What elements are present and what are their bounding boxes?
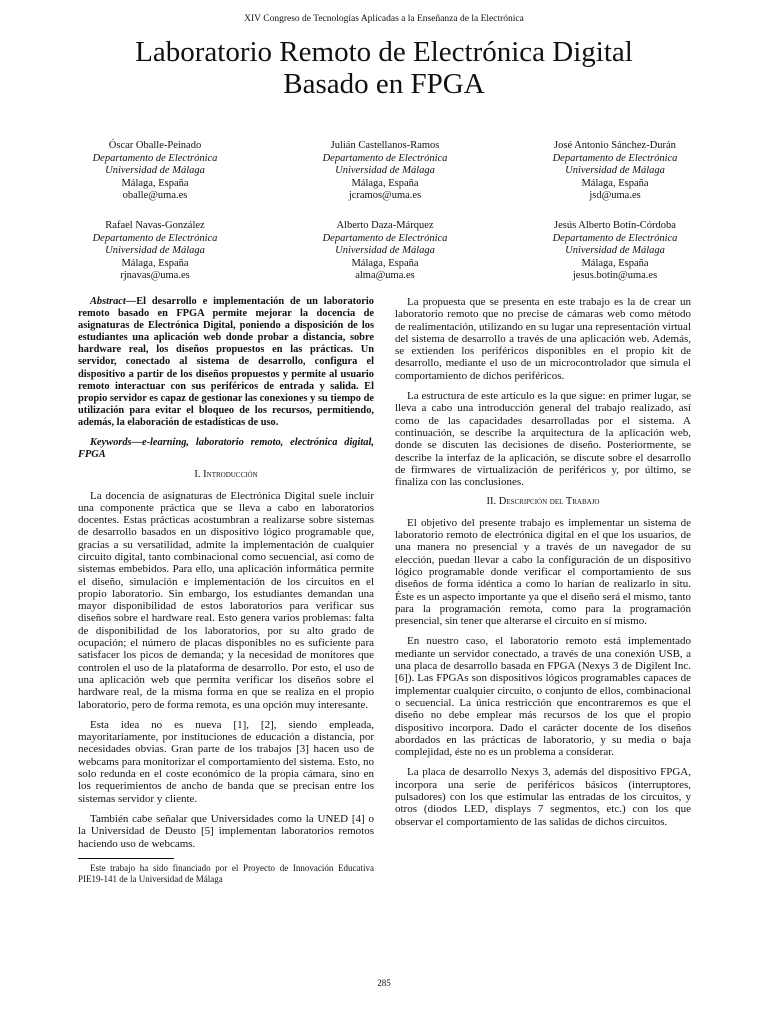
author-city: Málaga, España	[581, 177, 649, 189]
author-univ: Universidad de Málaga	[335, 245, 435, 257]
keywords-label: Keywords—	[90, 437, 142, 449]
author-city: Málaga, España	[351, 177, 419, 189]
author-row-2	[40, 220, 730, 283]
author-email: alma@uma.es	[355, 270, 415, 282]
author-name: Julián Castellanos-Ramos	[330, 140, 440, 151]
paragraph: Esta idea no es nueva [1], [2], siendo empleada, mayoritariamente, por instituciones de educación a distancia, por necesidades obvias. Gran parte de los trabajos [3] hacen uso de webcams para monitorizar el comportamiento del sistema. Esto, no solo redunda en el coste económico de la propia cámara, sino en los requerimientos de ancho de banda que se precisan entre los sistemas servidor y cliente.	[78, 718, 374, 805]
author-email: rjnavas@uma.es	[120, 270, 190, 282]
author-city: Málaga, España	[351, 257, 419, 269]
author-name: Alberto Daza-Márquez	[336, 220, 434, 231]
author-dept: Departamento de Electrónica	[322, 232, 448, 244]
author-univ: Universidad de Málaga	[105, 245, 205, 257]
author-dept: Departamento de Electrónica	[92, 232, 218, 244]
author-email: jsd@uma.es	[589, 190, 641, 202]
author-email: jcramos@uma.es	[348, 190, 422, 202]
author-dept: Departamento de Electrónica	[92, 152, 218, 164]
author-univ: Universidad de Málaga	[565, 245, 665, 257]
abstract-text: El desarrollo e implementación de un laboratorio remoto basado en FPGA permite mejorar la docencia de asignaturas de Electrónica Digital, poniendo a disposición de los estudiantes una aplicación web donde probar a distancia, sobre hardware real, los diseños propuestos en las prácticas. Un servidor, conectado al sistema de desarrollo, configura el dispositivo a partir de los diseños propuestos y permite al usuario remoto interactuar con sus periféricos de entrada y salida. El propio servidor es capaz de gestionar las conexiones y su tiempo de utilización para evitar el bloqueo de los recursos, permitiendo, además, la elaboración de estadísticas de uso.	[78, 296, 374, 428]
author-name: Rafael Navas-González	[105, 220, 205, 231]
paragraph: También cabe señalar que Universidades como la UNED [4] o la Universidad de Deusto [5] implementan laboratorios remotos haciendo uso de webcams.	[78, 812, 374, 850]
paragraph: La propuesta que se presenta en este trabajo es la de crear un laboratorio remoto que no precise de cámaras web como método de realimentación, utilizando en su lugar una representación virtual del sistema de desarrollo a través de una aplicación web. Además, se extienden los periféricos disponibles en el propio kit de desarrollo, mediante el uso de un microcontrolador que simula el comportamiento de dichos periféricos.	[395, 296, 691, 382]
title-line-1: Laboratorio Remoto de Electrónica Digital	[135, 36, 633, 68]
footnote: Este trabajo ha sido financiado por el Proyecto de Innovación Educativa PIE19-141 de la Universidad de Málaga	[78, 862, 374, 884]
author-univ: Universidad de Málaga	[565, 165, 665, 177]
author-dept: Departamento de Electrónica	[552, 152, 678, 164]
keywords	[78, 437, 374, 461]
author-block	[270, 140, 500, 203]
left-column	[78, 296, 374, 893]
section-heading-introduction: I. Introducción	[194, 469, 258, 481]
conference-header: XIV Congreso de Tecnologías Aplicadas a la Enseñanza de la Electrónica	[244, 14, 524, 24]
author-dept: Departamento de Electrónica	[552, 232, 678, 244]
abstract	[78, 296, 374, 429]
paragraph: El objetivo del presente trabajo es implementar un sistema de laboratorio remoto de electrónica digital en el que los usuarios, de una manera no presencial y a través de un navegador de su elección, puedan llevar a cabo la configuración de un dispositivo lógico programable donde verificar el comportamiento de sus diseños de forma idéntica a como lo harían de realizarlo in situ. Éste es un aspecto importante ya que el diseño será el mismo, tanto para la programación remota, como para la programación presencial, sin tener que alterarse el circuito en sí mismo.	[395, 516, 692, 628]
title-line-2: Basado en FPGA	[283, 68, 485, 100]
page-number: 285	[377, 978, 391, 988]
author-name: Óscar Oballe-Peinado	[108, 140, 202, 151]
author-block	[270, 220, 500, 283]
paragraph: La docencia de asignaturas de Electrónica Digital suele incluir una componente práctica que se lleva a cabo en laboratorios docentes. Estas prácticas acostumbran a realizarse sobre sistemas de desarrollo basados en un dispositivo lógico programable que, gracias a su versatilidad, admite la implementación de cualquier circuito digital, tanto combinacional como secuencial, así como de sistemas embebidos. Para ello, una aplicación informática permite el diseño, simulación e implementación de los circuitos en el propio laboratorio. Sin embargo, los estudiantes demandan una mayor disponibilidad de estos laboratorios para verificar sus diseños sobre el hardware real. Esto genera varios problemas: falta de disponibilidad de los laboratorios, por su alto grado de ocupación; el número de placas disponibles no es suficiente para satisfacer los picos de demanda; y la necesidad de monitores que controlen el uso de la plataforma de desarrollo. Por esto, el uso de una aplicación web que permita verificar los diseños sobre el hardware real, de la misma forma en que se realiza en el propio laboratorio, pero de forma remota, es una opción muy interesante.	[78, 489, 374, 711]
author-univ: Universidad de Málaga	[335, 165, 435, 177]
paragraph: La placa de desarrollo Nexys 3, además del dispositivo FPGA, incorpora una serie de periféricos básicos (interruptores, pulsadores) con los que estimular las entradas de los circuitos, y otros (diodos LED, displays 7 segmentos, etc.) con los que observar el comportamiento de las salidas de dichos circuitos.	[395, 766, 691, 828]
section-heading-description: II. Descripción del Trabajo	[486, 496, 600, 508]
author-email: jesus.botin@uma.es	[572, 270, 658, 282]
author-dept: Departamento de Electrónica	[322, 152, 448, 164]
abstract-label: Abstract—	[90, 296, 137, 307]
author-univ: Universidad de Málaga	[105, 165, 205, 177]
author-email: oballe@uma.es	[122, 190, 188, 202]
keywords-text: e-learning, laboratorio remoto, electrónica digital, FPGA	[78, 437, 374, 461]
author-city: Málaga, España	[121, 257, 189, 269]
footnote-divider	[78, 858, 174, 859]
author-city: Málaga, España	[581, 257, 649, 269]
author-name: Jesús Alberto Botín-Córdoba	[554, 220, 676, 231]
author-row-1	[40, 140, 730, 203]
paragraph: La estructura de este artículo es la que sigue: en primer lugar, se lleva a cabo una introducción general del trabajo realizado, así como de las capacidades desarrolladas por el sistema. A continuación, se describe la arquitectura de la aplicación web, donde se discuten las decisiones de diseño. Posteriormente, se describe la interfaz de la aplicación, se discute sobre el desarrollo de firmwares de virtualización de periféricos y, por último, se finaliza con las conclusiones.	[395, 390, 691, 489]
author-block	[500, 140, 730, 203]
author-block	[500, 220, 730, 283]
paragraph: En nuestro caso, el laboratorio remoto está implementado mediante un servidor conectado, a través de una conexión USB, a una placa de desarrollo basada en FPGA (Nexys 3 de Digilent Inc. [6]). Las FPGAs son dispositivos lógicos programables capaces de implementar cualquier circuito, o conjunto de ellos, combinacional o secuencial. La única restricción que encontraremos es que el diseño no debe emplear más recursos de los que el propio dispositivo incorpora. Dado el carácter docente de los diseños abordados en las prácticas de laboratorio, y su media o baja complejidad, éste no es un problema a considerar.	[395, 635, 691, 759]
paper-title	[60, 36, 708, 100]
author-city: Málaga, España	[121, 177, 189, 189]
author-name: José Antonio Sánchez-Durán	[554, 140, 676, 151]
author-block	[40, 140, 270, 203]
right-column	[395, 296, 691, 836]
author-block	[40, 220, 270, 283]
